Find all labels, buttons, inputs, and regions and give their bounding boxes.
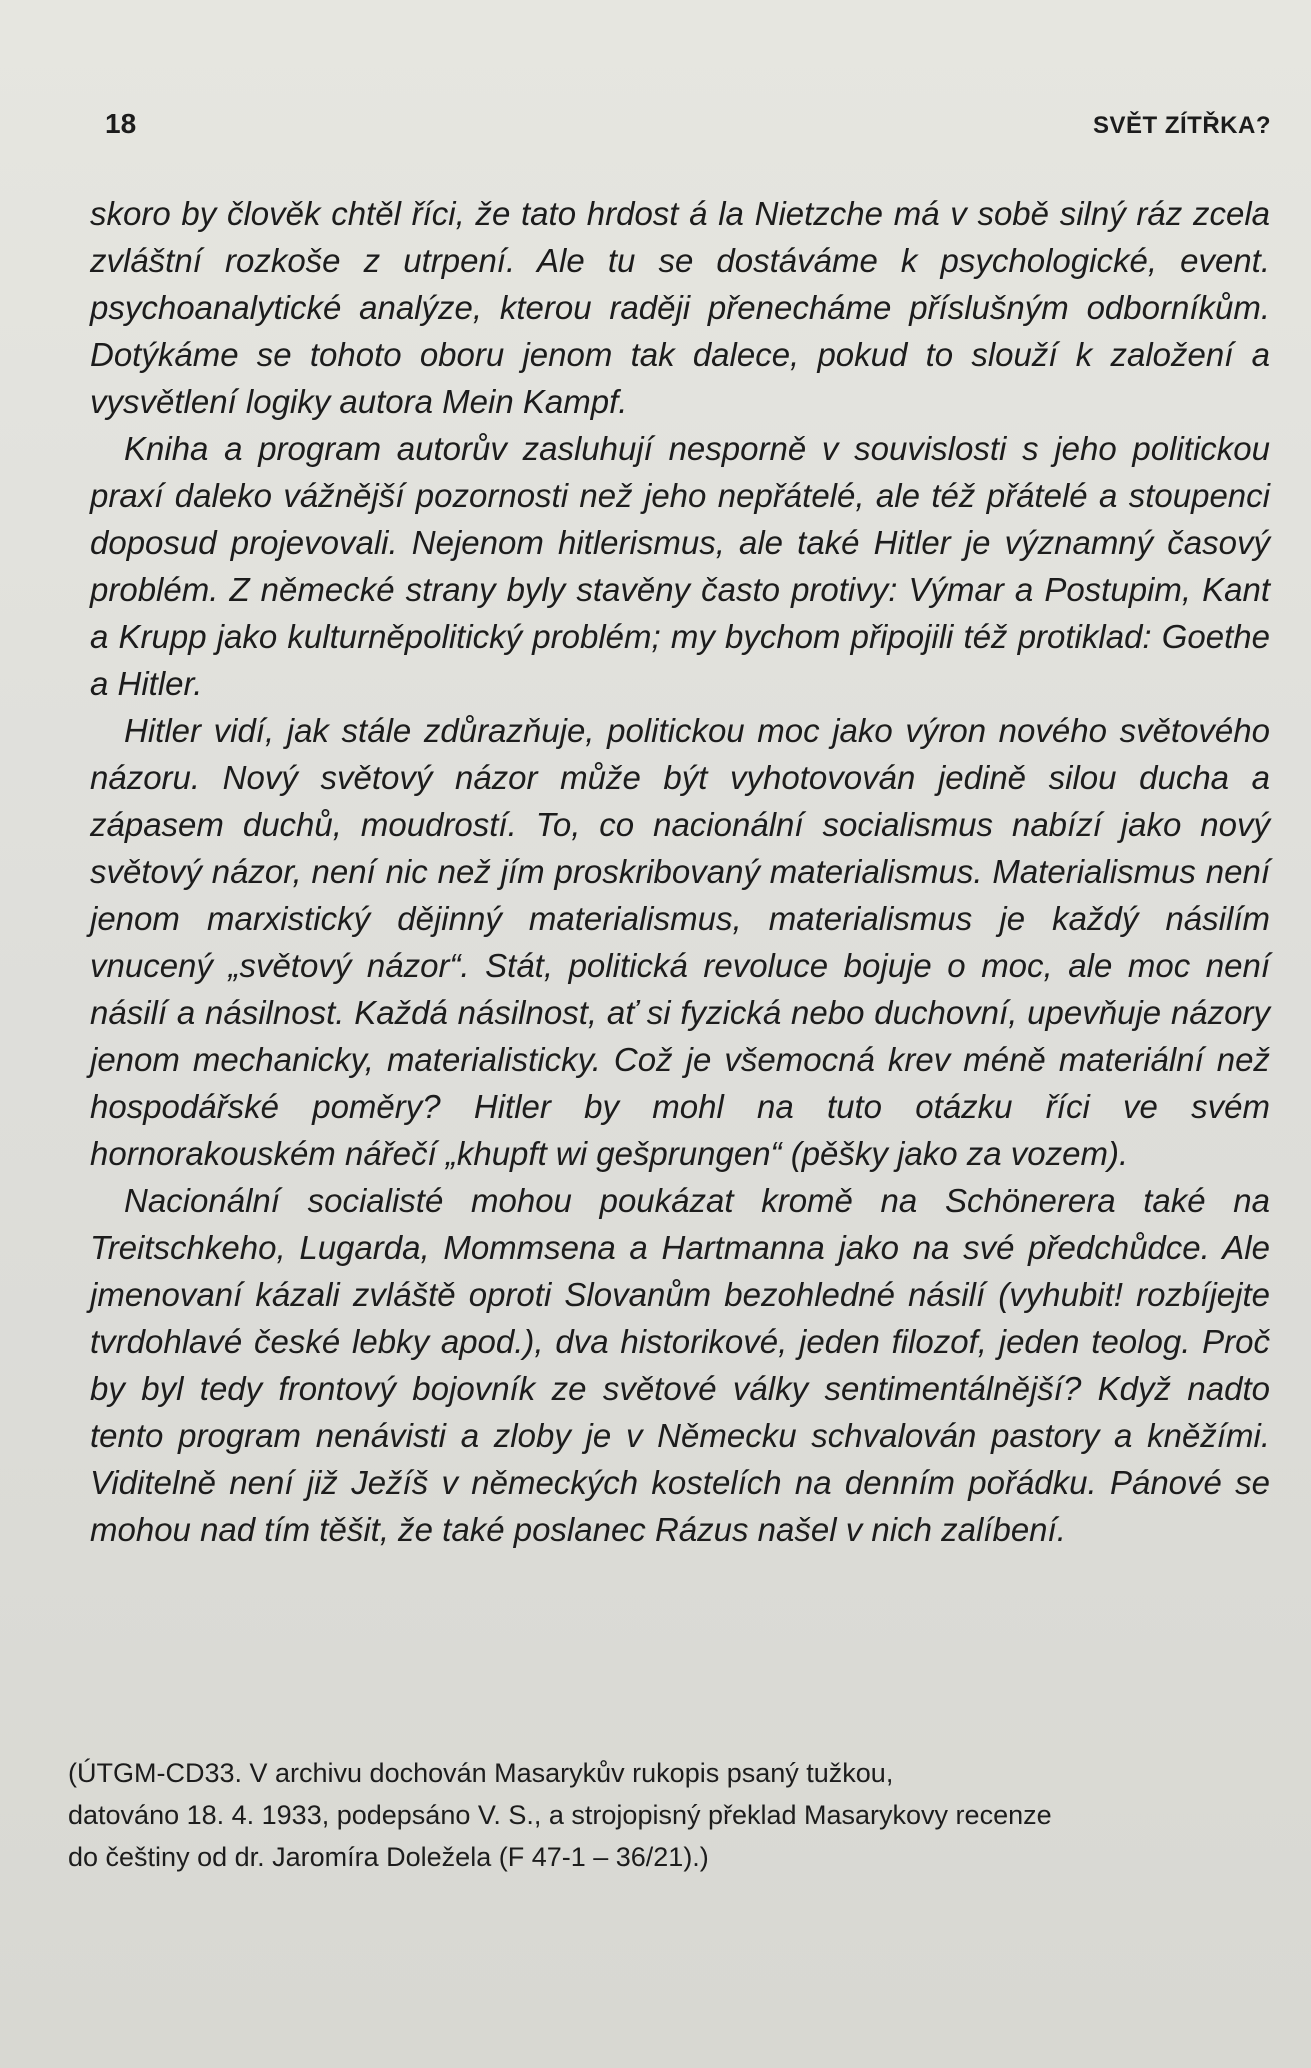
body-text bbox=[90, 190, 1270, 1553]
note-line: (ÚTGM-CD33. V archivu dochován Masarykův rukopis psaný tužkou, bbox=[68, 1758, 894, 1788]
page-number: 18 bbox=[105, 108, 137, 139]
running-title: SVĚT ZÍTŘKA? bbox=[1093, 112, 1271, 139]
paragraph-1: skoro by člověk chtěl říci, že tato hrdost á la Nietzche má v sobě silný ráz zcela zvláštní rozkoše z utrpení. Ale tu se dostáváme k psychologické, event. psychoanalytické analýze, kterou raději přenecháme příslušným odborníkům. Dotýkáme se tohoto oboru jenom tak dalece, pokud to slouží k založení a vysvětlení logiky autora Mein Kampf. bbox=[90, 195, 1270, 420]
note-line: do češtiny od dr. Jaromíra Doležela (F 47-1 – 36/21).) bbox=[68, 1842, 709, 1872]
source-note bbox=[68, 1752, 1238, 1878]
note-line: datováno 18. 4. 1933, podepsáno V. S., a strojopisný překlad Masarykovy recenze bbox=[68, 1800, 1052, 1830]
paragraph-2: Kniha a program autorův zasluhují nesporně v souvislosti s jeho politickou praxí daleko vážnější pozornosti než jeho nepřátelé, ale též přátelé a stoupenci doposud projevovali. Nejenom hitlerismus, ale také Hitler je významný časový problém. Z německé strany byly stavěny často protivy: Výmar a Postupim, Kant a Krupp jako kulturněpolitický problém; my bychom připojili též protiklad: Goethe a Hitler. bbox=[90, 430, 1270, 702]
paragraph-4: Nacionální socialisté mohou poukázat kromě na Schönerera také na Treitschkeho, Lugarda, Mommsena a Hartmanna jako na své předchůdce. Ale jmenovaní kázali zvláště oproti Slovanům bezohledné násilí (vyhubit! rozbíjejte tvrdohlavé české lebky apod.), dva historikové, jeden filozof, jeden teolog. Proč by byl tedy frontový bojovník ze světové války sentimentálnější? Když nadto tento program nenávisti a zloby je v Německu schvalován pastory a kněžími. Viditelně není již Ježíš v německých kostelích na denním pořádku. Pánové se mohou nad tím těšit, že také poslanec Rázus našel v nich zalíbení. bbox=[90, 1182, 1270, 1548]
paragraph-3: Hitler vidí, jak stále zdůrazňuje, politickou moc jako výron nového světového názoru. Nový světový názor může být vyhotovován jedině silou ducha a zápasem duchů, moudrostí. To, co nacionální socialismus nabízí jako nový světový názor, není nic než jím proskribovaný materialismus. Materialismus není jenom marxistický dějinný materialismus, materialismus je každý násilím vnucený „světový názor“. Stát, politická revoluce bojuje o moc, ale moc není násilí a násilnost. Každá násilnost, ať si fyzická nebo duchovní, upevňuje názory jenom mechanicky, materialisticky. Což je všemocná krev méně materiální než hospodářské poměry? Hitler by mohl na tuto otázku říci ve svém hornorakouském nářečí „khupft wi gešprungen“ (pěšky jako za vozem). bbox=[90, 712, 1270, 1172]
